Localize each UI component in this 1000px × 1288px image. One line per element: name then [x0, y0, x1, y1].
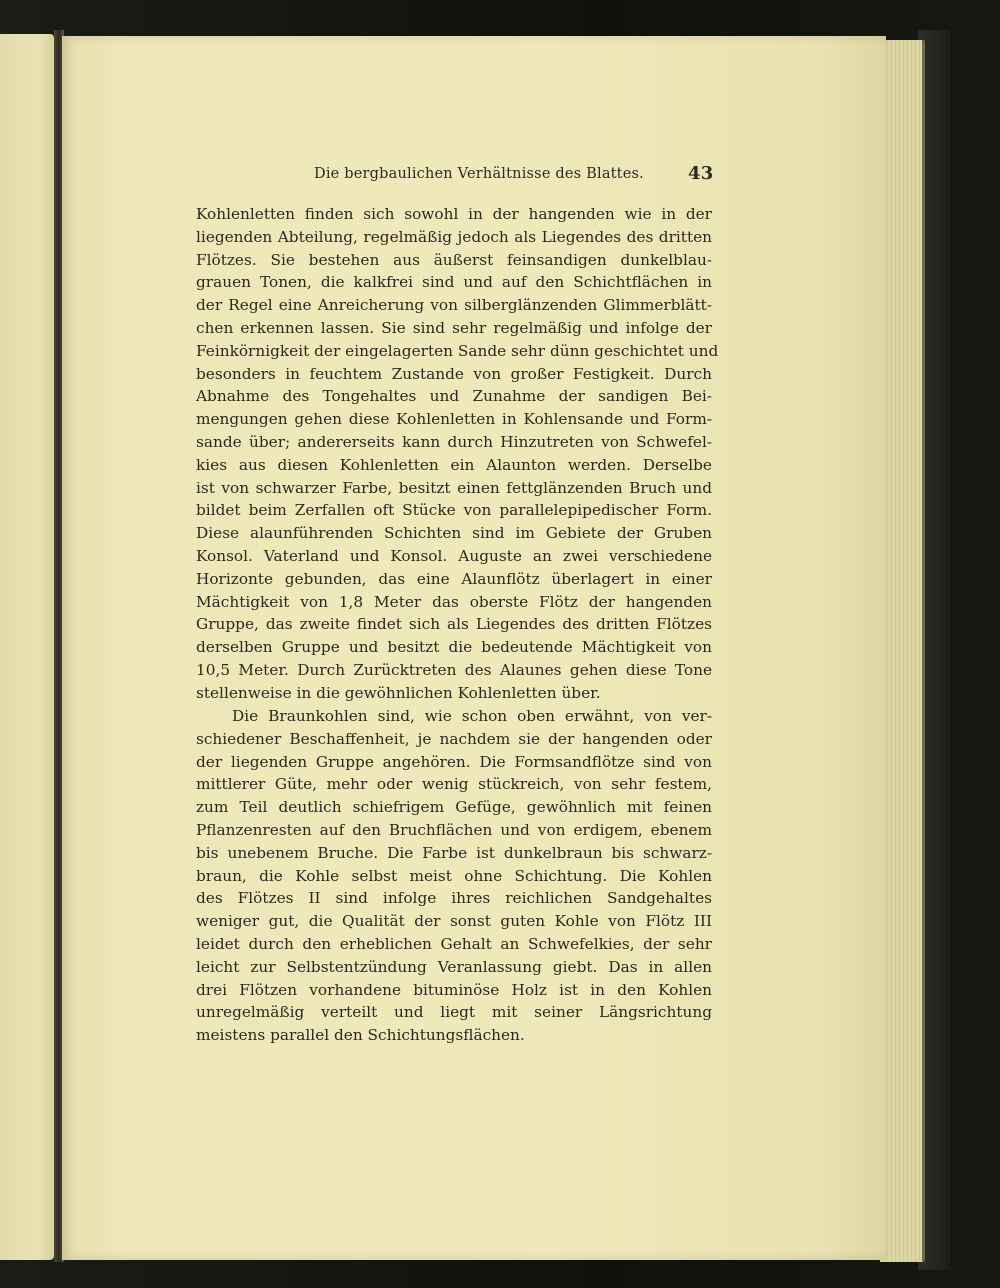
text-line: der liegenden Gruppe angehören. Die Formsandflötze sind von: [196, 752, 712, 771]
text-line: Feinkörnigkeit der eingelagerten Sande sehr dünn geschichtet und: [196, 341, 719, 360]
text-line: zum Teil deutlich schiefrigem Gefüge, gewöhnlich mit feinen: [196, 798, 712, 817]
text-line: grauen Tonen, die kalkfrei sind und auf den Schichtflächen in: [196, 273, 712, 292]
text-line: besonders in feuchtem Zustande von großer Festigkeit. Durch: [196, 364, 712, 383]
text-line: leicht zur Selbstentzündung Veranlassung giebt. Das in allen: [196, 957, 712, 976]
text-line: ist von schwarzer Farbe, besitzt einen fettglänzenden Bruch und: [196, 478, 712, 497]
text-line: Konsol. Vaterland und Konsol. Auguste an zwei verschiedene: [196, 546, 712, 565]
text-line: Abnahme des Tongehaltes und Zunahme der sandigen Bei-: [196, 387, 712, 406]
text-line: Flötzes. Sie bestehen aus äußerst feinsandigen dunkelblau-: [196, 250, 712, 269]
text-line: weniger gut, die Qualität der sonst guten Kohle von Flötz III: [196, 912, 712, 931]
text-line: mittlerer Güte, mehr oder wenig stückreich, von sehr festem,: [196, 775, 712, 794]
text-line: sande über; andererseits kann durch Hinzutreten von Schwefel-: [196, 432, 712, 451]
text-line: stellenweise in die gewöhnlichen Kohlenletten über.: [196, 683, 601, 702]
text-line: bis unebenem Bruche. Die Farbe ist dunkelbraun bis schwarz-: [196, 843, 712, 862]
text-line: Pflanzenresten auf den Bruchflächen und von erdigem, ebenem: [196, 820, 712, 839]
text-line: Die Braunkohlen sind, wie schon oben erwähnt, von ver-: [232, 707, 712, 725]
running-title: Die bergbaulichen Verhältnisse des Blattes.: [314, 166, 644, 182]
text-line: liegenden Abteilung, regelmäßig jedoch als Liegendes des dritten: [196, 227, 712, 246]
facing-page-edge: [0, 34, 54, 1260]
text-line: Kohlenletten finden sich sowohl in der hangenden wie in der: [196, 205, 712, 223]
page-number: 43: [688, 163, 714, 184]
text-line: Horizonte gebunden, das eine Alaunflötz überlagert in einer: [196, 569, 712, 588]
text-line: meistens parallel den Schichtungsflächen.: [196, 1026, 525, 1045]
text-line: 10,5 Meter. Durch Zurücktreten des Alaunes gehen diese Tone: [196, 660, 712, 679]
text-line: bildet beim Zerfallen oft Stücke von parallelepipedischer Form.: [196, 501, 712, 520]
text-line: drei Flötzen vorhandene bituminöse Holz ist in den Kohlen: [196, 980, 712, 999]
text-line: mengungen gehen diese Kohlenletten in Kohlensande und Form-: [196, 410, 712, 429]
text-line: leidet durch den erheblichen Gehalt an Schwefelkies, der sehr: [196, 934, 712, 953]
text-line: unregelmäßig verteilt und liegt mit seiner Längsrichtung: [196, 1003, 712, 1022]
paragraph-braunkohlen: [196, 705, 712, 1047]
text-line: braun, die Kohle selbst meist ohne Schichtung. Die Kohlen: [196, 866, 712, 885]
text-line: derselben Gruppe und besitzt die bedeutende Mächtigkeit von: [196, 638, 712, 657]
text-line: der Regel eine Anreicherung von silberglänzenden Glimmerblätt-: [196, 296, 712, 315]
paragraph-kohlenletten: [196, 203, 719, 705]
text-line: chen erkennen lassen. Sie sind sehr regelmäßig und infolge der: [196, 318, 712, 337]
text-line: kies aus diesen Kohlenletten ein Alaunton werden. Derselbe: [196, 455, 712, 474]
text-line: Diese alaunführenden Schichten sind im Gebiete der Gruben: [196, 524, 712, 543]
text-line: des Flötzes II sind infolge ihres reichlichen Sandgehaltes: [196, 889, 712, 908]
text-line: Gruppe, das zweite findet sich als Liegendes des dritten Flötzes: [196, 615, 712, 634]
text-line: Mächtigkeit von 1,8 Meter das oberste Flötz der hangenden: [196, 592, 712, 611]
text-line: schiedener Beschaffenheit, je nachdem sie der hangenden oder: [196, 729, 712, 748]
page-stack-edge: [880, 40, 925, 1262]
